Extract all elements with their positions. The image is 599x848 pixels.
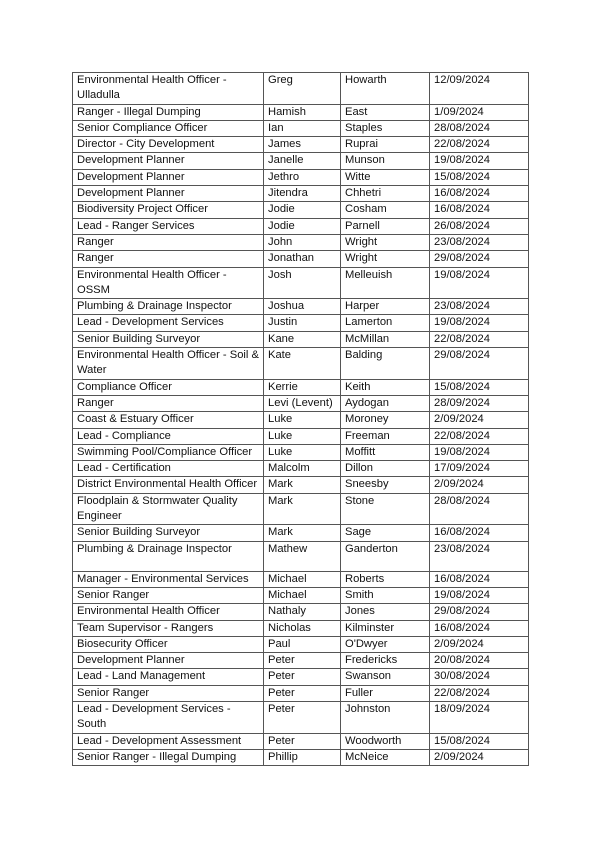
first-name-cell: Luke: [264, 444, 341, 460]
position-cell: District Environmental Health Officer: [73, 477, 264, 493]
table-row: [73, 620, 529, 636]
first-name-cell: Paul: [264, 636, 341, 652]
first-name-cell: Peter: [264, 685, 341, 701]
position-cell: Senior Building Surveyor: [73, 331, 264, 347]
last-name-cell: Keith: [341, 379, 430, 395]
table-row: [73, 461, 529, 477]
table-row: [73, 120, 529, 136]
position-cell: Senior Ranger: [73, 685, 264, 701]
first-name-cell: Kate: [264, 348, 341, 380]
position-cell: Manager - Environmental Services: [73, 571, 264, 587]
position-cell: Senior Ranger - Illegal Dumping: [73, 749, 264, 765]
table-row: [73, 299, 529, 315]
date-cell: 19/08/2024: [430, 153, 529, 169]
last-name-cell: McNeice: [341, 749, 430, 765]
first-name-cell: Michael: [264, 587, 341, 603]
table-row: [73, 636, 529, 652]
last-name-cell: Freeman: [341, 428, 430, 444]
table-row: [73, 525, 529, 541]
position-cell: Ranger: [73, 251, 264, 267]
position-cell: Lead - Ranger Services: [73, 218, 264, 234]
first-name-cell: Peter: [264, 701, 341, 733]
last-name-cell: Dillon: [341, 461, 430, 477]
date-cell: 2/09/2024: [430, 636, 529, 652]
table-row: [73, 153, 529, 169]
staff-table: [72, 72, 529, 766]
date-cell: 19/08/2024: [430, 267, 529, 299]
table-row: [73, 379, 529, 395]
date-cell: 22/08/2024: [430, 428, 529, 444]
table-row: [73, 251, 529, 267]
last-name-cell: Munson: [341, 153, 430, 169]
position-cell: Environmental Health Officer: [73, 604, 264, 620]
last-name-cell: Parnell: [341, 218, 430, 234]
last-name-cell: Lamerton: [341, 315, 430, 331]
position-cell: Swimming Pool/Compliance Officer: [73, 444, 264, 460]
position-cell: Lead - Land Management: [73, 669, 264, 685]
table-row: [73, 202, 529, 218]
table-row: [73, 701, 529, 733]
last-name-cell: Harper: [341, 299, 430, 315]
date-cell: 16/08/2024: [430, 186, 529, 202]
position-cell: Plumbing & Drainage Inspector: [73, 299, 264, 315]
last-name-cell: Chhetri: [341, 186, 430, 202]
last-name-cell: Woodworth: [341, 733, 430, 749]
last-name-cell: Johnston: [341, 701, 430, 733]
position-cell: Ranger: [73, 234, 264, 250]
table-row: [73, 412, 529, 428]
position-cell: Lead - Compliance: [73, 428, 264, 444]
last-name-cell: Melleuish: [341, 267, 430, 299]
position-cell: Environmental Health Officer - OSSM: [73, 267, 264, 299]
last-name-cell: Kilminster: [341, 620, 430, 636]
first-name-cell: Mark: [264, 493, 341, 525]
last-name-cell: Witte: [341, 169, 430, 185]
first-name-cell: Hamish: [264, 104, 341, 120]
position-cell: Development Planner: [73, 169, 264, 185]
position-cell: Director - City Development: [73, 137, 264, 153]
position-cell: Development Planner: [73, 186, 264, 202]
date-cell: 29/08/2024: [430, 604, 529, 620]
last-name-cell: Ruprai: [341, 137, 430, 153]
table-row: [73, 749, 529, 765]
last-name-cell: Smith: [341, 587, 430, 603]
last-name-cell: Sage: [341, 525, 430, 541]
table-row: [73, 604, 529, 620]
position-cell: Environmental Health Officer - Soil & Water: [73, 348, 264, 380]
position-cell: Development Planner: [73, 653, 264, 669]
position-cell: Biodiversity Project Officer: [73, 202, 264, 218]
last-name-cell: Jones: [341, 604, 430, 620]
last-name-cell: Aydogan: [341, 395, 430, 411]
first-name-cell: John: [264, 234, 341, 250]
table-row: [73, 267, 529, 299]
date-cell: 16/08/2024: [430, 525, 529, 541]
date-cell: 23/08/2024: [430, 234, 529, 250]
first-name-cell: Mark: [264, 477, 341, 493]
last-name-cell: Sneesby: [341, 477, 430, 493]
last-name-cell: Howarth: [341, 73, 430, 105]
date-cell: 1/09/2024: [430, 104, 529, 120]
last-name-cell: Moroney: [341, 412, 430, 428]
position-cell: Senior Building Surveyor: [73, 525, 264, 541]
first-name-cell: Joshua: [264, 299, 341, 315]
first-name-cell: Jodie: [264, 202, 341, 218]
date-cell: 19/08/2024: [430, 444, 529, 460]
last-name-cell: O'Dwyer: [341, 636, 430, 652]
last-name-cell: Staples: [341, 120, 430, 136]
last-name-cell: Fredericks: [341, 653, 430, 669]
date-cell: 22/08/2024: [430, 685, 529, 701]
table-row: [73, 73, 529, 105]
first-name-cell: Nicholas: [264, 620, 341, 636]
first-name-cell: Jodie: [264, 218, 341, 234]
position-cell: Floodplain & Stormwater Quality Engineer: [73, 493, 264, 525]
staff-table-body: [73, 73, 529, 766]
table-row: [73, 104, 529, 120]
last-name-cell: Wright: [341, 251, 430, 267]
date-cell: 17/09/2024: [430, 461, 529, 477]
position-cell: Lead - Certification: [73, 461, 264, 477]
table-row: [73, 587, 529, 603]
table-row: [73, 234, 529, 250]
first-name-cell: Nathaly: [264, 604, 341, 620]
first-name-cell: Josh: [264, 267, 341, 299]
last-name-cell: Wright: [341, 234, 430, 250]
first-name-cell: Luke: [264, 428, 341, 444]
table-row: [73, 315, 529, 331]
last-name-cell: Fuller: [341, 685, 430, 701]
table-row: [73, 444, 529, 460]
first-name-cell: Kane: [264, 331, 341, 347]
table-row: [73, 653, 529, 669]
date-cell: 15/08/2024: [430, 169, 529, 185]
first-name-cell: Ian: [264, 120, 341, 136]
position-cell: Development Planner: [73, 153, 264, 169]
date-cell: 22/08/2024: [430, 137, 529, 153]
last-name-cell: Ganderton: [341, 541, 430, 571]
date-cell: 2/09/2024: [430, 749, 529, 765]
first-name-cell: James: [264, 137, 341, 153]
date-cell: 15/08/2024: [430, 733, 529, 749]
first-name-cell: Greg: [264, 73, 341, 105]
first-name-cell: Peter: [264, 733, 341, 749]
last-name-cell: Cosham: [341, 202, 430, 218]
table-row: [73, 733, 529, 749]
first-name-cell: Kerrie: [264, 379, 341, 395]
first-name-cell: Peter: [264, 653, 341, 669]
last-name-cell: Moffitt: [341, 444, 430, 460]
first-name-cell: Jitendra: [264, 186, 341, 202]
date-cell: 26/08/2024: [430, 218, 529, 234]
position-cell: Ranger - Illegal Dumping: [73, 104, 264, 120]
table-row: [73, 571, 529, 587]
date-cell: 29/08/2024: [430, 251, 529, 267]
first-name-cell: Mathew: [264, 541, 341, 571]
last-name-cell: Balding: [341, 348, 430, 380]
first-name-cell: Peter: [264, 669, 341, 685]
first-name-cell: Janelle: [264, 153, 341, 169]
first-name-cell: Mark: [264, 525, 341, 541]
date-cell: 19/08/2024: [430, 315, 529, 331]
date-cell: 16/08/2024: [430, 202, 529, 218]
date-cell: 20/08/2024: [430, 653, 529, 669]
date-cell: 23/08/2024: [430, 541, 529, 571]
position-cell: Senior Ranger: [73, 587, 264, 603]
last-name-cell: Swanson: [341, 669, 430, 685]
position-cell: Coast & Estuary Officer: [73, 412, 264, 428]
date-cell: 30/08/2024: [430, 669, 529, 685]
position-cell: Plumbing & Drainage Inspector: [73, 541, 264, 571]
first-name-cell: Michael: [264, 571, 341, 587]
table-row: [73, 541, 529, 571]
table-row: [73, 169, 529, 185]
first-name-cell: Malcolm: [264, 461, 341, 477]
position-cell: Lead - Development Assessment: [73, 733, 264, 749]
table-row: [73, 669, 529, 685]
last-name-cell: Stone: [341, 493, 430, 525]
position-cell: Senior Compliance Officer: [73, 120, 264, 136]
table-row: [73, 331, 529, 347]
first-name-cell: Luke: [264, 412, 341, 428]
position-cell: Compliance Officer: [73, 379, 264, 395]
table-row: [73, 395, 529, 411]
position-cell: Environmental Health Officer - Ulladulla: [73, 73, 264, 105]
position-cell: Ranger: [73, 395, 264, 411]
first-name-cell: Justin: [264, 315, 341, 331]
table-row: [73, 685, 529, 701]
date-cell: 2/09/2024: [430, 477, 529, 493]
last-name-cell: McMillan: [341, 331, 430, 347]
position-cell: Lead - Development Services: [73, 315, 264, 331]
date-cell: 22/08/2024: [430, 331, 529, 347]
date-cell: 23/08/2024: [430, 299, 529, 315]
position-cell: Team Supervisor - Rangers: [73, 620, 264, 636]
date-cell: 2/09/2024: [430, 412, 529, 428]
date-cell: 12/09/2024: [430, 73, 529, 105]
position-cell: Lead - Development Services - South: [73, 701, 264, 733]
first-name-cell: Jethro: [264, 169, 341, 185]
date-cell: 18/09/2024: [430, 701, 529, 733]
first-name-cell: Levi (Levent): [264, 395, 341, 411]
date-cell: 19/08/2024: [430, 587, 529, 603]
table-row: [73, 186, 529, 202]
last-name-cell: East: [341, 104, 430, 120]
table-row: [73, 493, 529, 525]
date-cell: 28/08/2024: [430, 493, 529, 525]
date-cell: 29/08/2024: [430, 348, 529, 380]
date-cell: 15/08/2024: [430, 379, 529, 395]
table-row: [73, 428, 529, 444]
first-name-cell: Phillip: [264, 749, 341, 765]
date-cell: 16/08/2024: [430, 571, 529, 587]
table-row: [73, 137, 529, 153]
first-name-cell: Jonathan: [264, 251, 341, 267]
date-cell: 28/09/2024: [430, 395, 529, 411]
date-cell: 16/08/2024: [430, 620, 529, 636]
position-cell: Biosecurity Officer: [73, 636, 264, 652]
last-name-cell: Roberts: [341, 571, 430, 587]
table-row: [73, 218, 529, 234]
date-cell: 28/08/2024: [430, 120, 529, 136]
table-row: [73, 348, 529, 380]
table-row: [73, 477, 529, 493]
